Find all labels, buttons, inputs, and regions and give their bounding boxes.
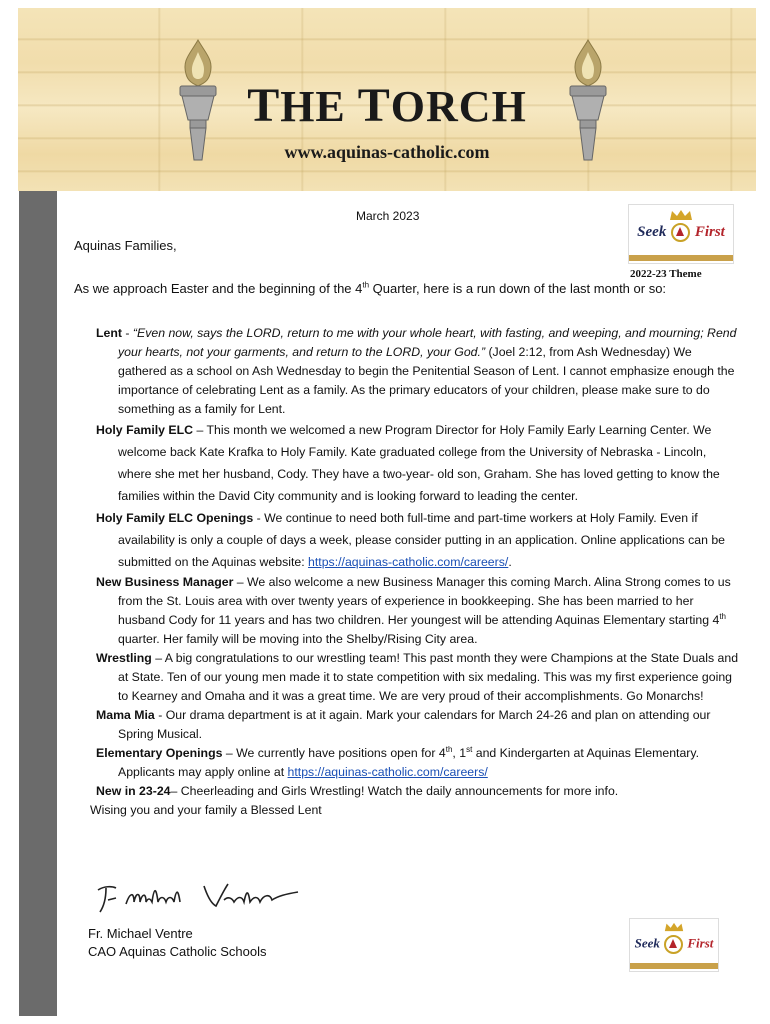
signer-role: CAO Aquinas Catholic Schools xyxy=(88,944,267,959)
compass-icon xyxy=(671,223,690,242)
careers-link[interactable]: https://aquinas-catholic.com/careers/ xyxy=(308,555,509,569)
news-item-elementary-openings: Elementary Openings – We currently have positions open for 4th, 1st and Kindergarten at Aquinas Elementary. Applicants may apply online at https://aquinas-catholic.com/careers/ xyxy=(96,744,700,779)
masthead-banner xyxy=(18,8,756,191)
seek-first-logo: Seek First xyxy=(628,204,734,264)
newsletter-title: THE TORCH xyxy=(247,79,527,132)
news-item-elc-openings: Holy Family ELC Openings - We continue to need both full-time and part-time workers at Holy Family. Even if availability is only a couple of days a week, please consider putting in an application. Online applications can be submitted on the Aquinas website: https://aquinas-catholic.com/careers/. xyxy=(96,511,726,569)
signer-name: Fr. Michael Ventre xyxy=(88,926,193,941)
crown-icon xyxy=(664,922,684,932)
website-url: www.aquinas-catholic.com xyxy=(284,142,490,162)
news-item-business-manager: New Business Manager – We also welcome a new Business Manager this coming March. Alina Strong comes to us from the St. Louis area with over twenty years of experience in bookkeeping. She has been married to her husband Cody for 11 years and has two children. Her youngest will be attending Aquinas Elementary starting 4th quarter. Her family will be moving into the Shelby/Rising City area. xyxy=(96,575,731,646)
news-item-wrestling: Wrestling – A big congratulations to our wrestling team! This past month they were Champions at the State Duals and at State. Ten of our young men made it to state competition with six medaling. This was my first experience going to Kearney and Omaha and it was a great time. We are very proud of their accomplishments. Go Monarchs! xyxy=(96,651,739,703)
issue-date: March 2023 xyxy=(356,209,420,223)
side-bar xyxy=(19,191,57,1016)
careers-link[interactable]: https://aquinas-catholic.com/careers/ xyxy=(287,765,488,779)
news-item-lent: Lent - “Even now, says the LORD, return to me with your whole heart, with fasting, and weeping, and mourning; Rend your hearts, not your garments, and return to the LORD, your God.” (Joel 2:12, from Ash Wednesday) We gathered as a school on Ash Wednesday to begin the Penitential Season of Lent. I cannot emphasize enough the importance of celebrating Lent as a family. As the primary educators of your children, please make sure to do something as a family for Lent. xyxy=(96,326,737,416)
seek-first-logo: Seek First xyxy=(629,918,719,972)
closing-line: Wising you and your family a Blessed Lent xyxy=(90,803,322,817)
signature-block xyxy=(88,925,266,961)
news-item-holy-family-elc: Holy Family ELC – This month we welcomed a new Program Director for Holy Family Early Learning Center. We welcome back Kate Krafka to Holy Family. Kate graduated college from the University of Nebraska - Lincoln, where she met her husband, Cody. They have a two-year- old son, Graham. She has loved getting to know the families within the David City community and is looking forward to leading the center. xyxy=(96,423,720,503)
news-list xyxy=(90,324,742,820)
news-item-new-in-23-24: New in 23-24– Cheerleading and Girls Wrestling! Watch the daily announcements for more info. xyxy=(96,784,619,798)
compass-icon xyxy=(664,935,683,954)
theme-caption: 2022-23 Theme xyxy=(630,268,702,280)
news-item-mama-mia: Mama Mia - Our drama department is at it again. Mark your calendars for March 24-26 and plan on attending our Spring Musical. xyxy=(96,708,711,741)
greeting: Aquinas Families, xyxy=(74,238,177,253)
handwritten-signature xyxy=(94,878,304,918)
intro-paragraph: As we approach Easter and the beginning of the 4th Quarter, here is a run down of the last month or so: xyxy=(74,280,667,296)
crown-icon xyxy=(669,209,693,221)
